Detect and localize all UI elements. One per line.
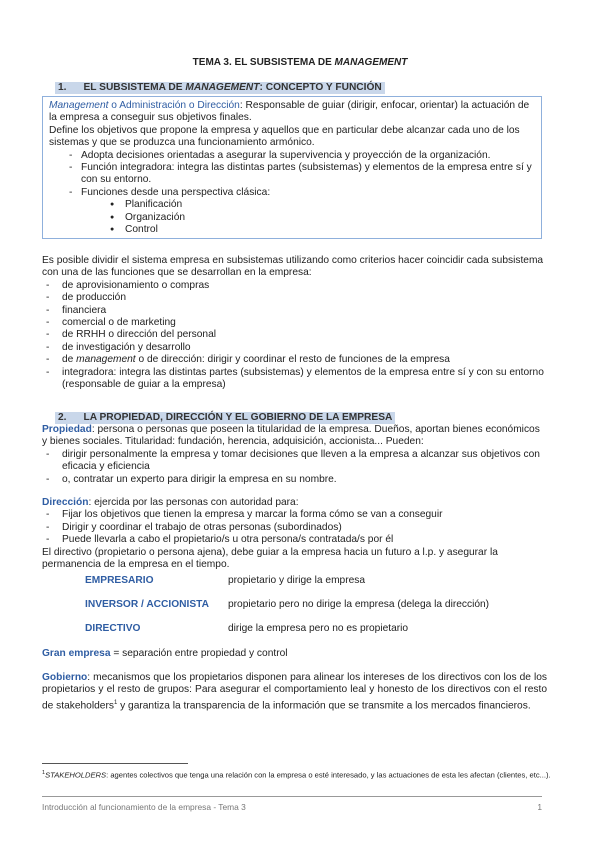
directivo-paragraph: El directivo (propietario o persona ajena), debe guiar a la empresa hacia un futuro a l.p. y asegurar la permanencia de la empresa en el tiempo. bbox=[42, 546, 498, 571]
table-row: EMPRESARIO propietario y dirige la empresa bbox=[85, 575, 366, 586]
list-item: - integradora: integra las distintas partes (subsistemas) y elementos de la empresa entre sí y con su entorno (responsable de guiar a la empresa) bbox=[42, 367, 547, 392]
list-item: - dirigir personalmente la empresa y tomar decisiones que lleven a la empresa a alcanzar sus objetivos con eficacia y eficiencia bbox=[42, 449, 547, 474]
footnote-divider bbox=[42, 763, 188, 764]
propiedad-paragraph: Propiedad: persona o personas que poseen la titularidad de la empresa. Dueños, aportan bienes económicos y bienes sociales. Titularidad: fundación, herencia, adquisición, accionista... Pueden: bbox=[42, 424, 540, 448]
list-item: - de aprovisionamiento o compras bbox=[42, 280, 547, 292]
bullet-item: ● Organización bbox=[49, 212, 535, 224]
page-number: 1 bbox=[537, 802, 542, 812]
definition-paragraph-2: Define los objetivos que propone la empresa y aquellos que en particular debe alcanzar cada uno de los sistemas y que se produzca una funcionamiento armónico. bbox=[49, 124, 520, 149]
section-2-heading: 2. LA PROPIEDAD, DIRECCIÓN Y EL GOBIERNO DE LA EMPRESA bbox=[55, 412, 395, 424]
definition-paragraph: Management o Administración o Dirección: Responsable de guiar (dirigir, enfocar, orientar) la actuación de la empresa a conseguir sus objetivos finales. bbox=[49, 100, 530, 124]
page-title: TEMA 3. EL SUBSISTEMA DE MANAGEMENT bbox=[192, 57, 408, 68]
list-item: - financiera bbox=[42, 305, 547, 317]
list-item: - de RRHH o dirección del personal bbox=[42, 329, 547, 341]
table-row: INVERSOR / ACCIONISTA propietario pero no dirige la empresa (delega la dirección) bbox=[85, 599, 490, 610]
propiedad-block bbox=[42, 424, 547, 486]
footer-text: Introducción al funcionamiento de la empresa - Tema 3 bbox=[42, 802, 246, 812]
list-item: - Puede llevarla a cabo el propietario/s u otra persona/s contratada/s por él bbox=[42, 534, 547, 546]
roles-table bbox=[85, 575, 545, 647]
page-footer bbox=[42, 796, 542, 813]
list-item: - o, contratar un experto para dirigir la empresa en su nombre. bbox=[42, 474, 547, 486]
subsystems-block bbox=[42, 255, 547, 391]
intro-paragraph: Es posible dividir el sistema empresa en subsistemas utilizando como criterios hacer coincidir cada subsistema con una de las funciones que se desarrollan en la empresa: bbox=[42, 255, 544, 279]
list-item: - Función integradora: integra las distintas partes (subsistemas) y elementos de la empresa entre sí y con su entorno. bbox=[49, 162, 535, 187]
list-item: - Adopta decisiones orientadas a asegurar la supervivencia y proyección de la organización. bbox=[49, 150, 535, 162]
list-item: - Fijar los objetivos que tienen la empresa y marcar la forma cómo se van a conseguir bbox=[42, 509, 547, 521]
list-item: - de management o de dirección: dirigir y coordinar el resto de funciones de la empresa bbox=[42, 354, 547, 366]
list-item: - comercial o de marketing bbox=[42, 317, 547, 329]
list-item: - de investigación y desarrollo bbox=[42, 342, 547, 354]
table-row: DIRECTIVO dirige la empresa pero no es propietario bbox=[85, 623, 409, 634]
footnote: $^1$STAKEHOLDERS: agentes colectivos que tenga una relación con la empresa o esté interesado, y las actuaciones de esta les afectan (clientes, etc...). bbox=[42, 770, 551, 780]
section-1-heading: 1. EL SUBSISTEMA DE MANAGEMENT: CONCEPTO Y FUNCIÓN bbox=[55, 82, 385, 94]
list-item: - de producción bbox=[42, 292, 547, 304]
list-item: - Dirigir y coordinar el trabajo de otras personas (subordinados) bbox=[42, 522, 547, 534]
list-item: - Funciones desde una perspectiva clásica: bbox=[49, 187, 535, 199]
bullet-item: ● Planificación bbox=[49, 199, 535, 211]
direccion-block bbox=[42, 497, 547, 571]
definition-box bbox=[42, 96, 542, 239]
direccion-paragraph: Dirección: ejercida por las personas con autoridad para: bbox=[42, 497, 299, 508]
bullet-item: ● Control bbox=[49, 224, 535, 236]
gran-empresa-line: Gran empresa = separación entre propiedad y control bbox=[42, 648, 288, 659]
gobierno-paragraph: Gobierno: mecanismos que los propietarios disponen para alinear los intereses de los directivos con los de los propietarios y el resto de grupos: Para asegurar el comportamiento leal y honesto de los directivos con el resto de stakeholders$^1$ y garantiza la transparencia de la información que se transmite a los mercados financieros. bbox=[42, 672, 547, 712]
